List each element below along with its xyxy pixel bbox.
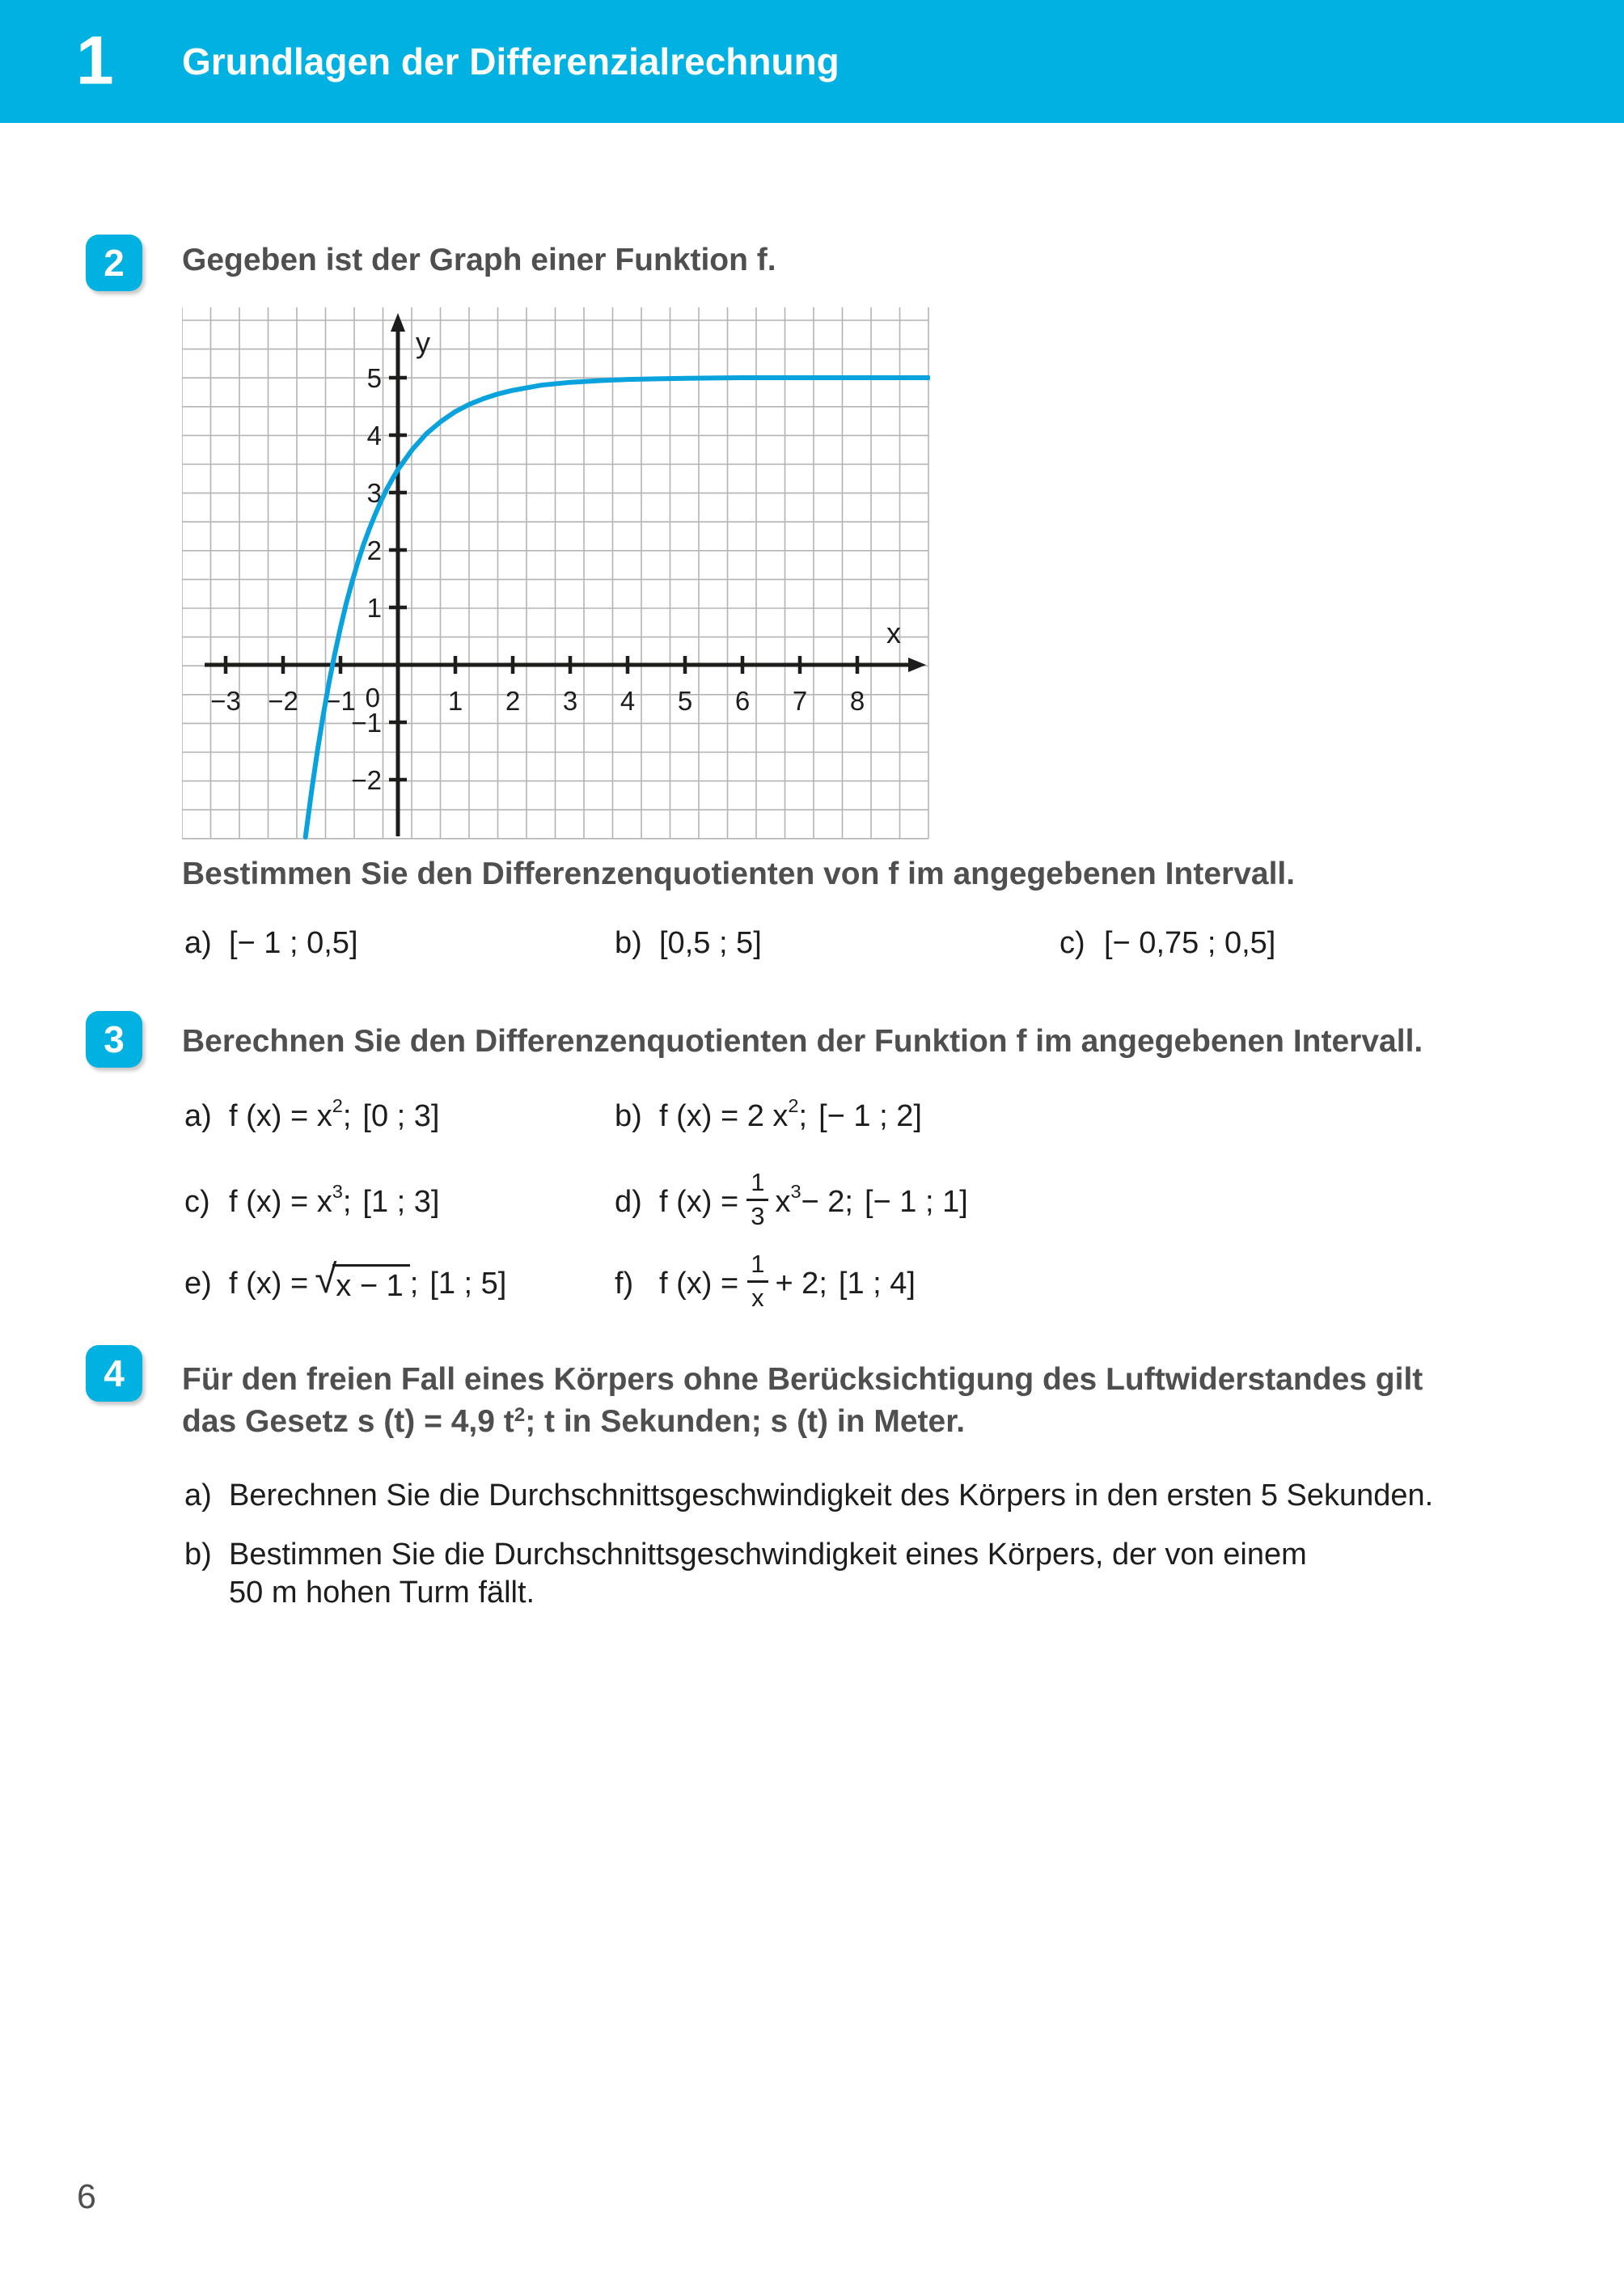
item-label: b) — [184, 1538, 212, 1572]
exercise2-heading: Gegeben ist der Graph einer Funktion f. — [182, 243, 776, 277]
fraction — [746, 1167, 768, 1230]
exercise3-item-a — [184, 1084, 439, 1149]
law-formula-pre: das Gesetz s (t) = 4,9 t — [182, 1404, 514, 1439]
exercise2-instruction: Bestimmen Sie den Differenzenquotienten von f im angegebenen Intervall. — [182, 857, 1296, 891]
item-label: e) — [184, 1266, 212, 1301]
interval-value: [1 ; 4] — [838, 1266, 916, 1301]
formula-suffix: − 2; — [801, 1184, 853, 1219]
formula-exponent: 2 — [788, 1094, 799, 1116]
y-tick-label: −1 — [351, 708, 382, 738]
formula-separator: ; — [409, 1266, 419, 1301]
x-tick-label: 8 — [849, 686, 865, 716]
x-axis-name: x — [886, 616, 901, 649]
exercise4-item-b — [184, 1536, 1307, 1612]
exercise3-item-e — [184, 1251, 506, 1316]
x-tick-label: 6 — [734, 686, 751, 716]
formula-prefix: f (x) = — [659, 1266, 739, 1301]
fraction-denominator: x — [747, 1280, 768, 1312]
formula-separator: ; — [342, 1098, 352, 1133]
formula-base: f (x) = x — [229, 1184, 332, 1219]
interval-value: [− 1 ; 1] — [865, 1184, 968, 1219]
item-label: b) — [615, 1098, 642, 1133]
formula-prefix: f (x) = — [659, 1184, 739, 1219]
item-text — [229, 1536, 1307, 1612]
chapter-number: 1 — [76, 22, 114, 99]
x-tick-label: 3 — [562, 686, 578, 716]
exercise3-item-d — [615, 1167, 968, 1234]
exercise4-item-a — [184, 1463, 1433, 1528]
page-number: 6 — [77, 2177, 96, 2216]
item-label: d) — [615, 1184, 642, 1219]
y-tick-label: 2 — [366, 535, 382, 565]
interval-value: [− 0,75 ; 0,5] — [1104, 925, 1276, 960]
item-label: a) — [184, 1478, 212, 1512]
exercise4-heading-line2 — [182, 1404, 965, 1440]
formula-exponent: 2 — [332, 1094, 343, 1116]
radical-icon: √ — [315, 1256, 337, 1301]
fraction-denominator: 3 — [746, 1199, 768, 1230]
exercise2-item-b — [615, 911, 762, 975]
y-tick-label: 5 — [366, 363, 382, 393]
x-tick-label: 7 — [792, 686, 808, 716]
x-tick-label: −1 — [325, 686, 356, 716]
formula-suffix: + 2; — [775, 1266, 827, 1301]
radicand: x − 1 — [332, 1264, 409, 1304]
y-tick-label: 4 — [366, 421, 382, 451]
fraction — [746, 1251, 768, 1311]
exercise2-item-c — [1059, 911, 1275, 975]
formula-base: f (x) = x — [229, 1098, 332, 1133]
formula-base: x — [775, 1184, 791, 1219]
law-formula-exponent: 2 — [514, 1403, 526, 1426]
y-tick-label: 3 — [366, 478, 382, 508]
formula-base: f (x) = 2 x — [659, 1098, 789, 1133]
law-formula-post: ; t in Sekunden; s (t) in Meter. — [525, 1404, 966, 1439]
exercise3-item-c — [184, 1170, 439, 1234]
interval-value: [− 1 ; 0,5] — [229, 925, 358, 960]
x-tick-label: −2 — [268, 686, 298, 716]
y-tick-label: 1 — [366, 593, 382, 623]
x-tick-label: 1 — [447, 686, 463, 716]
exercise2-item-a — [184, 911, 358, 975]
y-axis-arrow-icon — [391, 313, 405, 332]
x-tick-label: 2 — [505, 686, 521, 716]
formula-prefix: f (x) = — [229, 1266, 309, 1301]
item-text-line1: Bestimmen Sie die Durchschnittsgeschwindigkeit eines Körpers, der von einem — [229, 1538, 1307, 1572]
fraction-numerator: 1 — [751, 1249, 765, 1278]
y-tick-label: −2 — [351, 765, 382, 795]
item-label: a) — [184, 925, 212, 960]
y-axis-name: y — [416, 326, 430, 359]
item-text: Berechnen Sie die Durchschnittsgeschwindigkeit des Körpers in den ersten 5 Sekunden. — [229, 1478, 1434, 1512]
origin-label: 0 — [365, 683, 380, 713]
item-label: b) — [615, 925, 642, 960]
x-tick-label: 4 — [620, 686, 636, 716]
item-text-line2: 50 m hohen Turm fällt. — [229, 1576, 535, 1610]
interval-value: [− 1 ; 2] — [818, 1098, 922, 1133]
chapter-title: Grundlagen der Differenzialrechnung — [182, 40, 839, 82]
exercise3-item-f — [615, 1251, 916, 1316]
formula-exponent: 3 — [332, 1180, 343, 1202]
x-axis-arrow-icon — [908, 658, 926, 672]
chapter-header — [0, 0, 1624, 123]
exercise4-badge: 4 — [86, 1345, 142, 1402]
function-graph — [182, 306, 930, 840]
interval-value: [0 ; 3] — [362, 1098, 440, 1133]
formula-exponent: 3 — [790, 1180, 801, 1202]
item-label: c) — [184, 1184, 210, 1219]
interval-value: [0,5 ; 5] — [659, 925, 762, 960]
exercise3-badge: 3 — [86, 1011, 142, 1068]
x-tick-label: 5 — [677, 686, 693, 716]
exercise4-heading-line1: Für den freien Fall eines Körpers ohne Berücksichtigung des Luftwiderstandes gilt — [182, 1362, 1423, 1397]
exercise3-heading: Berechnen Sie den Differenzenquotienten der Funktion f im angegebenen Intervall. — [182, 1024, 1423, 1059]
exercise3-item-b — [615, 1084, 922, 1149]
formula-separator: ; — [798, 1098, 808, 1133]
item-label: a) — [184, 1098, 212, 1133]
item-label: f) — [615, 1266, 634, 1301]
x-tick-label: −3 — [210, 686, 241, 716]
exercise2-badge: 2 — [86, 235, 142, 291]
square-root — [315, 1256, 410, 1304]
interval-value: [1 ; 5] — [429, 1266, 507, 1301]
formula-separator: ; — [342, 1184, 352, 1219]
item-label: c) — [1059, 925, 1085, 960]
interval-value: [1 ; 3] — [362, 1184, 440, 1219]
fraction-numerator: 1 — [751, 1167, 765, 1196]
